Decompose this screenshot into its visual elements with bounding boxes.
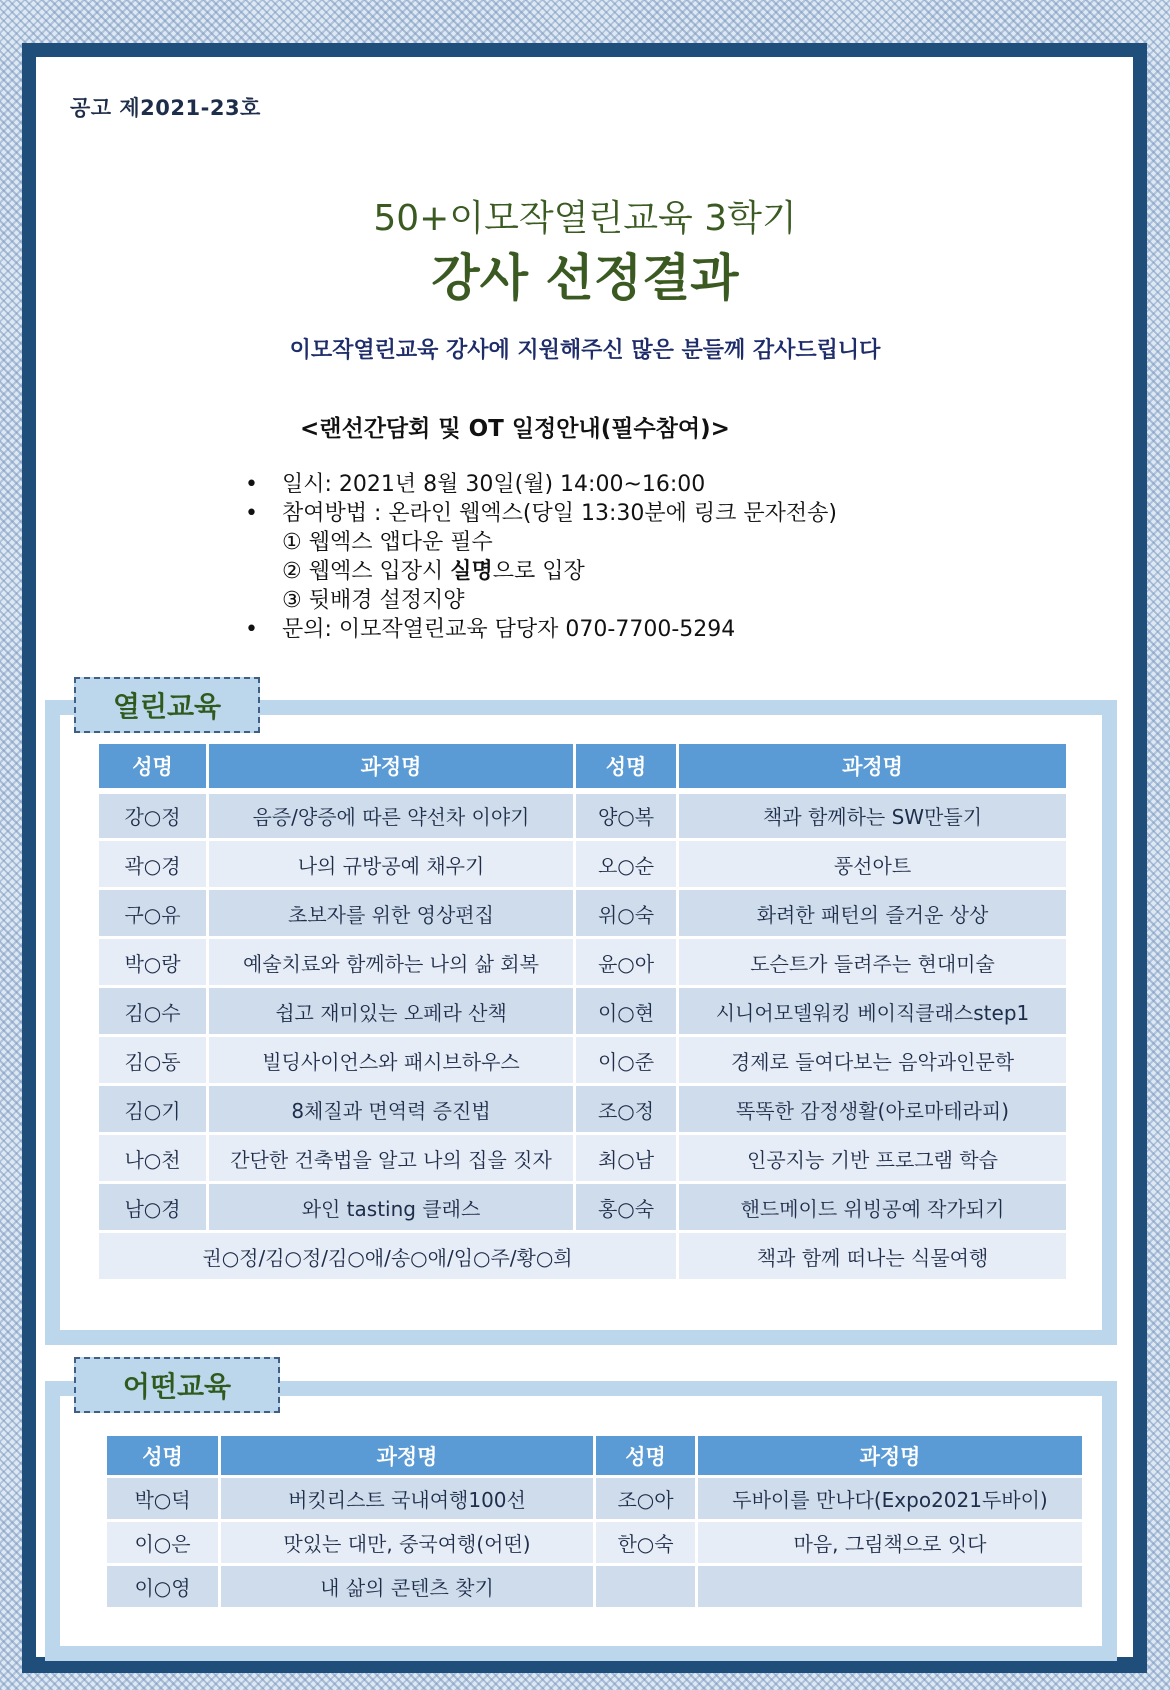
schedule-info-list	[245, 470, 837, 644]
table-row: 김○동 빌딩사이언스와 패시브하우스 이○준 경제로 들여다보는 음악과인문학	[98, 1036, 1068, 1085]
header-course: 과정명	[220, 1435, 595, 1477]
table-row: 곽○경 나의 규방공예 채우기 오○순 풍선아트	[98, 840, 1068, 889]
page-title: 강사 선정결과	[431, 249, 739, 307]
info-method: • 참여방법 : 온라인 웹엑스(당일 13:30분에 링크 문자전송)	[245, 501, 837, 526]
table-row-group	[98, 1232, 1068, 1281]
subtitle: 50+이모작열린교육 3학기	[373, 198, 797, 239]
open-education-table	[96, 741, 1069, 1282]
what-education-table	[104, 1433, 1085, 1610]
notice-number: 공고 제2021-23호	[70, 96, 261, 120]
table-row: 박○덕 버킷리스트 국내여행100선 조○아 두바이를 만나다(Expo2021두바이)	[106, 1477, 1084, 1521]
group-names: 권○정/김○정/김○애/송○애/임○주/황○희	[98, 1232, 678, 1281]
header-name: 성명	[595, 1435, 697, 1477]
table-row: 구○유 초보자를 위한 영상편집 위○숙 화려한 패턴의 즐거운 상상	[98, 889, 1068, 938]
table-header-row	[106, 1435, 1084, 1477]
table-row: 이○은 맛있는 대만, 중국여행(어떤) 한○숙 마음, 그림책으로 잇다	[106, 1521, 1084, 1565]
bullet-icon: •	[245, 617, 258, 642]
header-course: 과정명	[208, 743, 575, 791]
header-name: 성명	[98, 743, 208, 791]
info-step-1: ① 웹엑스 앱다운 필수	[282, 530, 493, 555]
table-row: 박○랑 예술치료와 함께하는 나의 삶 회복 윤○아 도슨트가 들려주는 현대미술	[98, 938, 1068, 987]
table-header-row	[98, 743, 1068, 791]
table-row: 김○수 쉽고 재미있는 오페라 산책 이○현 시니어모델워킹 베이직클래스step1	[98, 987, 1068, 1036]
table-row: 남○경 와인 tasting 클래스 홍○숙 핸드메이드 위빙공예 작가되기	[98, 1183, 1068, 1232]
schedule-title: <랜선간담회 및 OT 일정안내(필수참여)>	[300, 416, 730, 442]
header-course: 과정명	[697, 1435, 1084, 1477]
what-education-tag: 어떤교육	[74, 1357, 280, 1413]
header-name: 성명	[575, 743, 678, 791]
open-education-tag: 열린교육	[74, 677, 260, 733]
info-step-3: ③ 뒷배경 설정지양	[282, 588, 465, 613]
thanks-message: 이모작열린교육 강사에 지원해주신 많은 분들께 감사드립니다	[289, 338, 881, 363]
info-step-2: ② 웹엑스 입장시 실명으로 입장	[282, 559, 585, 584]
bullet-icon: •	[245, 501, 258, 526]
group-course: 책과 함께 떠나는 식물여행	[678, 1232, 1068, 1281]
table-row: 이○영 내 삶의 콘텐츠 찾기	[106, 1565, 1084, 1609]
table-row: 나○천 간단한 건축법을 알고 나의 집을 짓자 최○남 인공지능 기반 프로그램 학습	[98, 1134, 1068, 1183]
table-row: 강○정 음증/양증에 따른 약선차 이야기 양○복 책과 함께하는 SW만들기	[98, 791, 1068, 840]
info-contact: • 문의: 이모작열린교육 담당자 070-7700-5294	[245, 617, 736, 642]
header-course: 과정명	[678, 743, 1068, 791]
table-row: 김○기 8체질과 면역력 증진법 조○정 똑똑한 감정생활(아로마테라피)	[98, 1085, 1068, 1134]
header-name: 성명	[106, 1435, 220, 1477]
info-date: • 일시: 2021년 8월 30일(월) 14:00~16:00	[245, 472, 706, 497]
bullet-icon: •	[245, 472, 258, 497]
